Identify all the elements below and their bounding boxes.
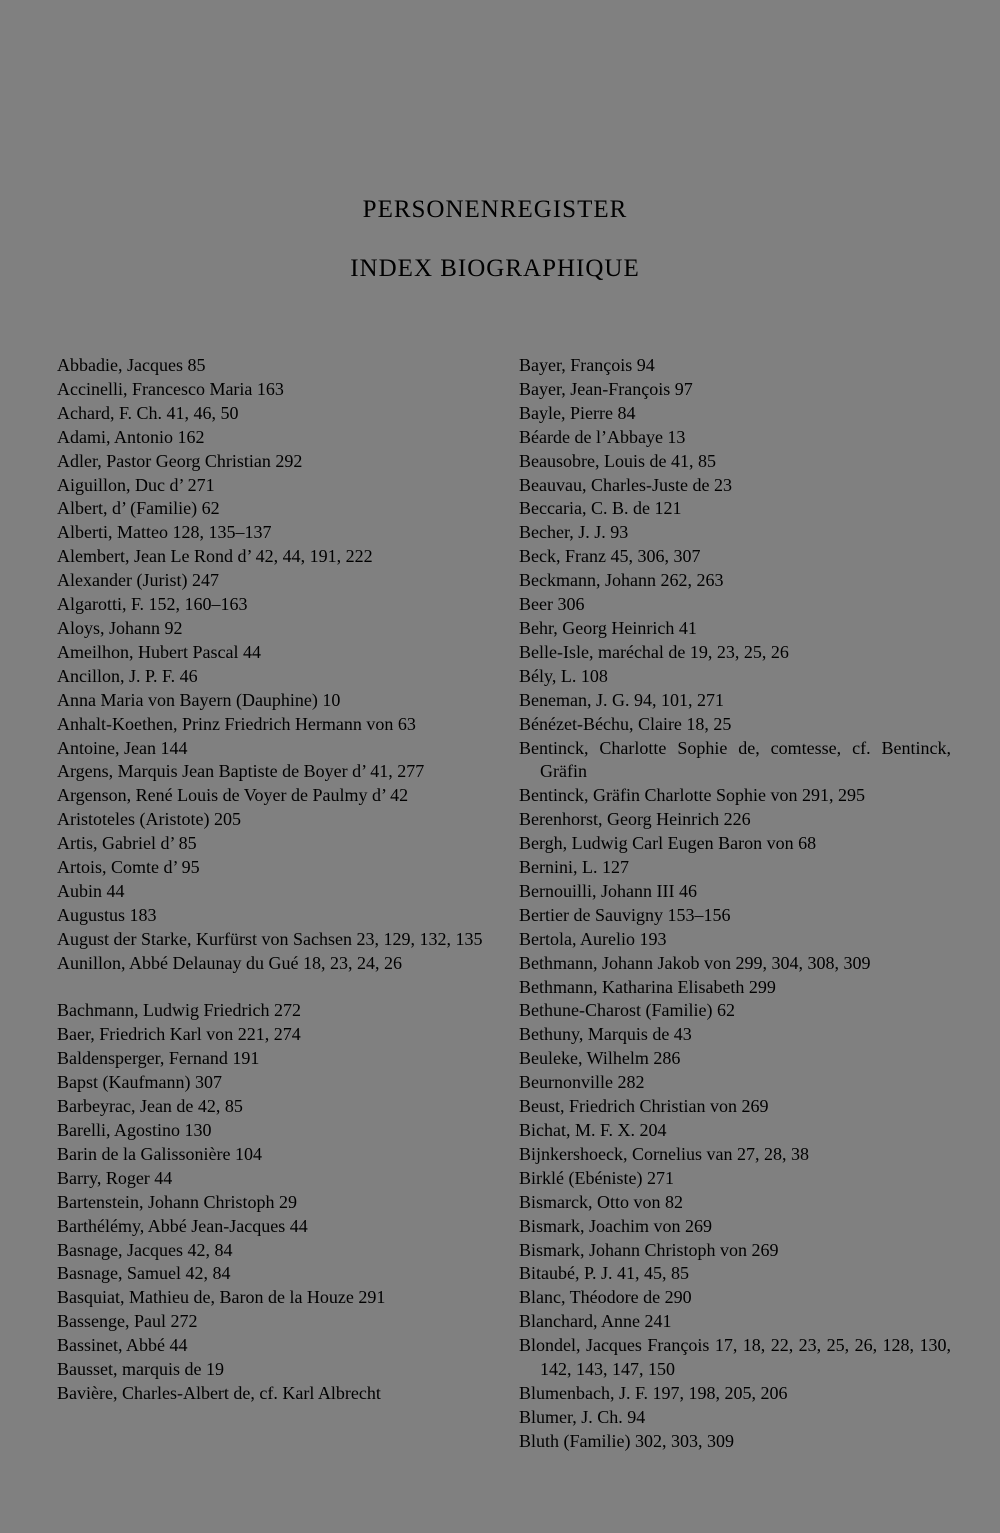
index-entry: Alberti, Matteo 128, 135–137: [57, 522, 272, 543]
index-entry: Augustus 183: [57, 904, 157, 925]
index-entry: Adler, Pastor Georg Christian 292: [57, 450, 303, 471]
index-entry: Blondel, Jacques François 17, 18, 22, 23, 25, 26, 128, 130, 142, 143, 147, 150: [519, 1335, 951, 1380]
index-entry: Bluth (Familie) 302, 303, 309: [519, 1430, 734, 1451]
page-title-french: INDEX BIOGRAPHIQUE: [350, 255, 640, 282]
index-entry: Baer, Friedrich Karl von 221, 274: [57, 1024, 301, 1045]
index-entry: Aloys, Johann 92: [57, 617, 183, 638]
index-entry: Bernouilli, Johann III 46: [519, 880, 697, 901]
index-entry: Basnage, Jacques 42, 84: [57, 1239, 233, 1260]
index-entry: Beck, Franz 45, 306, 307: [519, 546, 701, 567]
index-entry: Beckmann, Johann 262, 263: [519, 570, 724, 591]
index-entry: Bénézet-Béchu, Claire 18, 25: [519, 713, 732, 734]
index-entry: Behr, Georg Heinrich 41: [519, 617, 697, 638]
index-entry: Artis, Gabriel d’ 85: [57, 833, 197, 854]
index-entry: Barelli, Agostino 130: [57, 1119, 212, 1140]
index-entry: Artois, Comte d’ 95: [57, 857, 200, 878]
index-entry: Beuleke, Wilhelm 286: [519, 1048, 681, 1069]
index-entry: Barin de la Galissonière 104: [57, 1143, 262, 1164]
index-entry: Birklé (Ebéniste) 271: [519, 1167, 674, 1188]
index-entry: Basnage, Samuel 42, 84: [57, 1263, 231, 1284]
index-entry: Bergh, Ludwig Carl Eugen Baron von 68: [519, 833, 817, 854]
index-entry: Ancillon, J. P. F. 46: [57, 665, 198, 686]
index-entry: Adami, Antonio 162: [57, 426, 205, 447]
index-entry: Berenhorst, Georg Heinrich 226: [519, 809, 751, 830]
index-entry: Abbadie, Jacques 85: [57, 355, 206, 375]
index-entry: Bayer, François 94: [519, 355, 655, 375]
index-column-right: [519, 354, 951, 1454]
index-entry: Bethmann, Katharina Elisabeth 299: [519, 976, 776, 997]
index-entry: Bitaubé, P. J. 41, 45, 85: [519, 1263, 690, 1284]
index-entry: Béarde de l’Abbaye 13: [519, 426, 686, 447]
index-entry: Bertier de Sauvigny 153–156: [519, 904, 731, 925]
index-entry: Albert, d’ (Familie) 62: [57, 498, 220, 519]
index-entry: Blanchard, Anne 241: [519, 1311, 672, 1332]
index-entry: Aristoteles (Aristote) 205: [57, 809, 241, 830]
index-entry: Bavière, Charles-Albert de, cf. Karl Albrecht: [57, 1382, 381, 1403]
index-entry: Bassinet, Abbé 44: [57, 1335, 188, 1356]
index-entry: Bismarck, Otto von 82: [519, 1191, 683, 1212]
index-entry: Antoine, Jean 144: [57, 737, 188, 758]
index-entry: Anhalt-Koethen, Prinz Friedrich Hermann von 63: [57, 713, 416, 734]
index-entry: Bethune-Charost (Familie) 62: [519, 1000, 735, 1021]
index-entry: Anna Maria von Bayern (Dauphine) 10: [57, 689, 341, 710]
index-entry: Beer 306: [519, 594, 585, 615]
index-entry: Argenson, René Louis de Voyer de Paulmy d’ 42: [57, 785, 409, 806]
index-entry: Blumer, J. Ch. 94: [519, 1406, 646, 1427]
index-entry: Belle-Isle, maréchal de 19, 23, 25, 26: [519, 641, 789, 662]
index-entry: Argens, Marquis Jean Baptiste de Boyer d’ 41, 277: [57, 761, 425, 782]
index-entry: Bijnkershoeck, Cornelius van 27, 28, 38: [519, 1143, 809, 1164]
index-entry: Alembert, Jean Le Rond d’ 42, 44, 191, 222: [57, 546, 373, 567]
index-entry: Beausobre, Louis de 41, 85: [519, 450, 716, 471]
index-entry: Bethuny, Marquis de 43: [519, 1024, 692, 1045]
index-entry: Bapst (Kaufmann) 307: [57, 1072, 222, 1093]
index-entry: Algarotti, F. 152, 160–163: [57, 594, 248, 615]
index-entry: Bély, L. 108: [519, 665, 608, 686]
index-entry: Barthélémy, Abbé Jean-Jacques 44: [57, 1215, 308, 1236]
index-entry: Bichat, M. F. X. 204: [519, 1120, 667, 1140]
index-entry: Bausset, marquis de 19: [57, 1359, 224, 1380]
index-entry: Bethmann, Johann Jakob von 299, 304, 308, 309: [519, 952, 871, 973]
index-entry: Becher, J. J. 93: [519, 522, 629, 543]
index-entry: Blanc, Théodore de 290: [519, 1287, 692, 1308]
index-entry: Basquiat, Mathieu de, Baron de la Houze 291: [57, 1287, 386, 1308]
index-entry: Bismark, Joachim von 269: [519, 1215, 712, 1236]
index-entry: Blumenbach, J. F. 197, 198, 205, 206: [519, 1382, 788, 1403]
index-entry: Aiguillon, Duc d’ 271: [57, 474, 215, 495]
index-entry: Beccaria, C. B. de 121: [519, 498, 682, 519]
index-entry: Bartenstein, Johann Christoph 29: [57, 1191, 297, 1212]
index-entry: Bertola, Aurelio 193: [519, 928, 667, 949]
index-entry: Accinelli, Francesco Maria 163: [57, 378, 284, 399]
index-column-left: [57, 354, 489, 1406]
index-entry: Achard, F. Ch. 41, 46, 50: [57, 402, 239, 423]
page-title-german: PERSONENREGISTER: [362, 196, 628, 223]
index-entry: Beust, Friedrich Christian von 269: [519, 1096, 769, 1117]
index-entry: Baldensperger, Fernand 191: [57, 1048, 260, 1069]
index-entry: Bentinck, Charlotte Sophie de, comtesse, cf. Bentinck, Gräfin: [519, 737, 951, 782]
index-entry: Beurnonville 282: [519, 1072, 645, 1093]
index-entry: Barbeyrac, Jean de 42, 85: [57, 1096, 243, 1117]
index-entry: Bachmann, Ludwig Friedrich 272: [57, 1000, 301, 1021]
index-entry: Beauvau, Charles-Juste de 23: [519, 474, 732, 495]
index-entry: Alexander (Jurist) 247: [57, 570, 219, 591]
index-entry: Bismark, Johann Christoph von 269: [519, 1239, 779, 1260]
index-entry: Bayle, Pierre 84: [519, 402, 636, 423]
index-entry: Bentinck, Gräfin Charlotte Sophie von 291, 295: [519, 785, 865, 806]
index-entry: Barry, Roger 44: [57, 1167, 173, 1188]
index-entry: August der Starke, Kurfürst von Sachsen 23, 129, 132, 135: [57, 928, 483, 949]
index-entry: Bernini, L. 127: [519, 857, 629, 878]
index-entry: Aubin 44: [57, 880, 125, 901]
index-entry: Ameilhon, Hubert Pascal 44: [57, 641, 261, 662]
index-entry: Bassenge, Paul 272: [57, 1311, 198, 1332]
index-entry: Beneman, J. G. 94, 101, 271: [519, 689, 724, 710]
index-entry: Bayer, Jean-François 97: [519, 378, 693, 399]
index-entry: Aunillon, Abbé Delaunay du Gué 18, 23, 24, 26: [57, 952, 402, 973]
